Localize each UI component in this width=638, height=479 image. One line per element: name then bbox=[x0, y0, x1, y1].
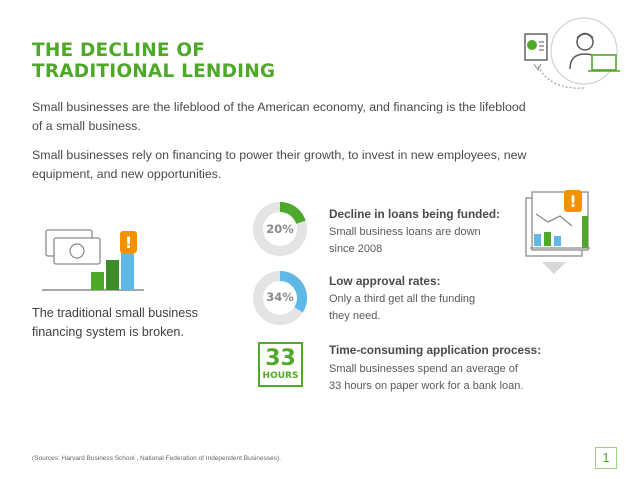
hours-unit: HOURS bbox=[262, 371, 299, 381]
stat-text-hours-1: Small businesses spend an average of bbox=[329, 363, 518, 375]
chart-report-icon bbox=[518, 186, 602, 278]
stat-text-hours-2: 33 hours on paper work for a bank loan. bbox=[329, 380, 524, 392]
stat-text-loans-2: since 2008 bbox=[329, 243, 383, 255]
title-line-2: TRADITIONAL LENDING bbox=[32, 61, 276, 82]
donut-label-loans: 20% bbox=[266, 222, 294, 236]
stat-heading-hours: Time-consuming application process: bbox=[329, 343, 542, 357]
stat-text-loans-1: Small business loans are down bbox=[329, 226, 481, 238]
page-title bbox=[32, 40, 275, 82]
stat-text-approval-1: Only a third get all the funding bbox=[329, 293, 476, 305]
user-laptop-icon bbox=[510, 14, 628, 94]
svg-text:!: ! bbox=[124, 233, 133, 252]
stat-text-approval-2: they need. bbox=[329, 310, 381, 322]
left-caption: The traditional small business financing system is broken. bbox=[32, 306, 198, 339]
hours-number: 33 bbox=[265, 346, 296, 371]
page-number: 1 bbox=[595, 447, 617, 469]
stat-heading-approval: Low approval rates: bbox=[329, 274, 441, 288]
stat-heading-loans: Decline in loans being funded: bbox=[329, 207, 501, 221]
title-line-1: THE DECLINE OF bbox=[32, 40, 206, 61]
svg-text:!: ! bbox=[569, 192, 577, 211]
donut-label-approval: 34% bbox=[266, 290, 294, 304]
hours-badge bbox=[258, 342, 303, 387]
money-bars-icon bbox=[40, 226, 150, 294]
intro-paragraph-2: Small businesses rely on financing to power their growth, to invest in new employees, new equipment, and new opportunities. bbox=[32, 148, 527, 181]
source-note: (Sources: Harvard Business School , National Federation of Independent Businesses). bbox=[32, 455, 281, 462]
intro-paragraph-1: Small businesses are the lifeblood of the American economy, and financing is the lifeblood of a small business. bbox=[32, 100, 526, 133]
